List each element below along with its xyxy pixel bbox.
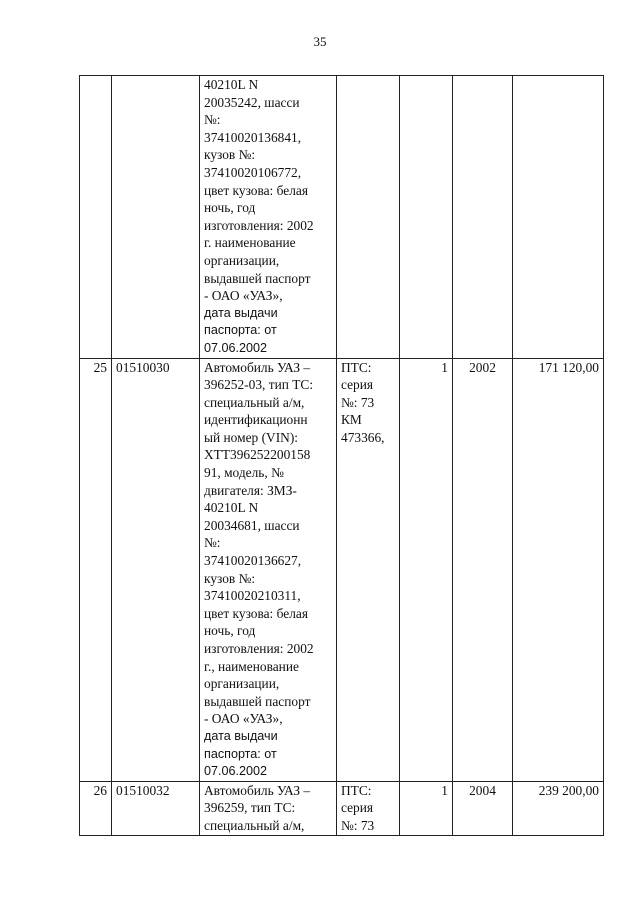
description-line: кузов №: <box>204 570 256 586</box>
description-line: г., наименование <box>204 658 299 674</box>
table-row <box>80 781 604 835</box>
description-line: 37410020106772, <box>204 164 302 180</box>
description-line: Автомобиль УАЗ – <box>204 782 311 798</box>
row-number-cell: 26 <box>80 781 112 835</box>
row-number-cell <box>80 76 112 359</box>
description-line: 07.06.2002 <box>204 764 268 779</box>
description-cell <box>200 358 337 781</box>
document-line: КМ <box>341 412 362 428</box>
description-line: дата выдачи <box>204 728 278 743</box>
description-line: организации, <box>204 676 280 692</box>
inventory-code-cell: 01510030 <box>112 358 200 781</box>
year-cell: 2004 <box>453 781 513 835</box>
description-line: специальный а/м, <box>204 817 305 833</box>
document-line: №: 73 <box>341 394 375 410</box>
description-line: 37410020136627, <box>204 553 302 569</box>
quantity-cell <box>400 76 453 359</box>
description-line: Автомобиль УАЗ – <box>204 359 311 375</box>
description-line: двигателя: ЗМЗ- <box>204 482 297 498</box>
description-line: ночь, год <box>204 623 256 639</box>
cost-cell: 171 120,00 <box>513 358 604 781</box>
document-cell <box>337 781 400 835</box>
description-line: 396252-03, тип ТС: <box>204 377 314 393</box>
vehicle-register-table <box>79 75 604 836</box>
description-line: 07.06.2002 <box>204 340 268 355</box>
description-line: организации, <box>204 252 280 268</box>
description-line: №: <box>204 112 221 128</box>
document-line: ПТС: <box>341 782 372 798</box>
cost-cell: 239 200,00 <box>513 781 604 835</box>
description-line: ХТТ396252200158 <box>204 447 311 463</box>
table-row <box>80 358 604 781</box>
description-line: 37410020136841, <box>204 129 302 145</box>
document-cell <box>337 358 400 781</box>
description-cell <box>200 781 337 835</box>
document-line: 473366, <box>341 429 385 445</box>
page-number: 35 <box>313 34 327 49</box>
description-line: специальный а/м, <box>204 394 305 410</box>
cost-cell <box>513 76 604 359</box>
description-line: 40210L N <box>204 77 259 92</box>
description-line: 20034681, шасси <box>204 517 300 533</box>
description-line: г. наименование <box>204 235 296 251</box>
description-line: цвет кузова: белая <box>204 605 308 621</box>
description-line: 91, модель, № <box>204 465 284 481</box>
description-cell <box>200 76 337 359</box>
description-line: идентификационн <box>204 412 308 428</box>
document-cell <box>337 76 400 359</box>
description-line: 396259, тип ТС: <box>204 800 296 816</box>
year-cell <box>453 76 513 359</box>
document-line: №: 73 <box>341 817 375 833</box>
description-line: дата выдачи <box>204 305 278 320</box>
description-line: ночь, год <box>204 200 256 216</box>
document-line: серия <box>341 377 374 393</box>
description-line: 40210L N <box>204 500 259 516</box>
description-line: цвет кузова: белая <box>204 182 308 198</box>
year-cell: 2002 <box>453 358 513 781</box>
quantity-cell: 1 <box>400 358 453 781</box>
description-line: выдавшей паспорт <box>204 270 311 286</box>
description-line: кузов №: <box>204 147 256 163</box>
description-line: №: <box>204 535 221 551</box>
description-line: изготовления: 2002 <box>204 217 314 233</box>
description-line: 20035242, шасси <box>204 94 300 110</box>
row-number-cell: 25 <box>80 358 112 781</box>
inventory-code-cell: 01510032 <box>112 781 200 835</box>
description-line: паспорта: от <box>204 746 277 761</box>
description-line: паспорта: от <box>204 323 277 338</box>
document-line: серия <box>341 800 374 816</box>
description-line: ый номер (VIN): <box>204 429 299 445</box>
description-line: изготовления: 2002 <box>204 641 314 656</box>
description-line: - ОАО «УАЗ», <box>204 288 283 304</box>
inventory-code-cell <box>112 76 200 359</box>
description-line: - ОАО «УАЗ», <box>204 711 283 727</box>
description-line: выдавшей паспорт <box>204 693 311 709</box>
description-line: 37410020210311, <box>204 588 301 604</box>
document-line: ПТС: <box>341 359 372 375</box>
table-row <box>80 76 604 359</box>
quantity-cell: 1 <box>400 781 453 835</box>
